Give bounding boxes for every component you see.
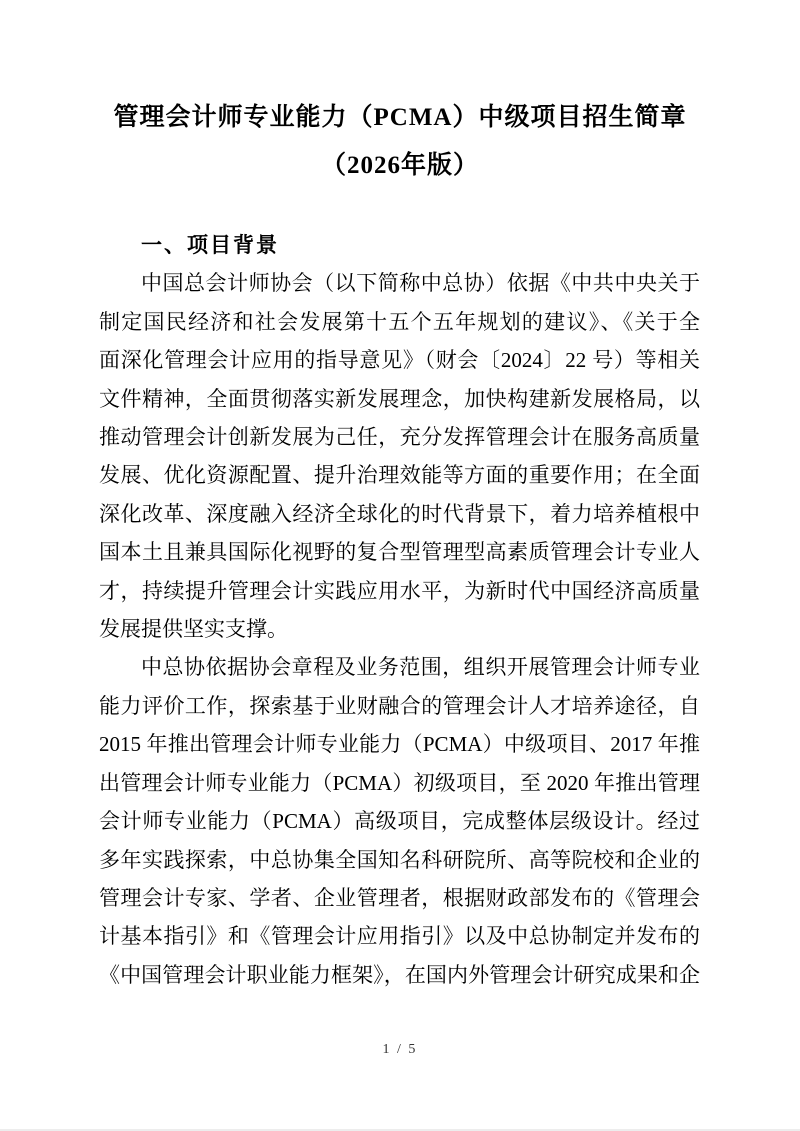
document-title	[0, 94, 800, 190]
text-line: 2015 年推出管理会计师专业能力（PCMA）中级项目、2017 年推	[99, 732, 700, 757]
text-line: 发展、优化资源配置、提升治理效能等方面的重要作用；在全面	[99, 463, 700, 488]
text-line: 多年实践探索，中总协集全国知名科研院所、高等院校和企业的	[99, 847, 700, 872]
text-line: 面深化管理会计应用的指导意见》（财会〔2024〕22 号）等相关	[99, 348, 700, 373]
text-line: 中国总会计师协会（以下简称中总协）依据《中共中央关于	[141, 271, 700, 296]
page-number: 1 / 5	[382, 1042, 418, 1057]
document-body	[99, 226, 700, 994]
text-line: 会计师专业能力（PCMA）高级项目，完成整体层级设计。经过	[99, 809, 700, 834]
text-line: 深化改革、深度融入经济全球化的时代背景下，着力培养植根中	[99, 501, 700, 526]
title-line-1: 管理会计师专业能力（PCMA）中级项目招生简章	[113, 104, 687, 131]
body-paragraphs	[99, 264, 700, 994]
text-line: 中总协依据协会章程及业务范围，组织开展管理会计师专业	[141, 655, 700, 680]
text-line: 才，持续提升管理会计实践应用水平，为新时代中国经济高质量	[99, 578, 700, 603]
text-line: 出管理会计师专业能力（PCMA）初级项目，至 2020 年推出管理	[99, 770, 700, 795]
text-line: 《中国管理会计职业能力框架》，在国内外管理会计研究成果和企	[99, 962, 700, 987]
text-line: 国本土且兼具国际化视野的复合型管理型高素质管理会计专业人	[99, 540, 700, 565]
text-line: 计基本指引》和《管理会计应用指引》以及中总协制定并发布的	[99, 924, 700, 949]
text-line: 文件精神，全面贯彻落实新发展理念，加快构建新发展格局，以	[99, 386, 700, 411]
title-line-2: （2026年版）	[320, 152, 479, 179]
text-line: 发展提供坚实支撑。	[99, 617, 288, 642]
section-heading: 一、项目背景	[141, 233, 279, 257]
text-line: 能力评价工作，探索基于业财融合的管理会计人才培养途径，自	[99, 693, 700, 718]
text-line: 管理会计专家、学者、企业管理者，根据财政部发布的《管理会	[99, 885, 700, 910]
text-line: 推动管理会计创新发展为己任，充分发挥管理会计在服务高质量	[99, 425, 700, 450]
text-line: 制定国民经济和社会发展第十五个五年规划的建议》、《关于全	[99, 309, 700, 334]
